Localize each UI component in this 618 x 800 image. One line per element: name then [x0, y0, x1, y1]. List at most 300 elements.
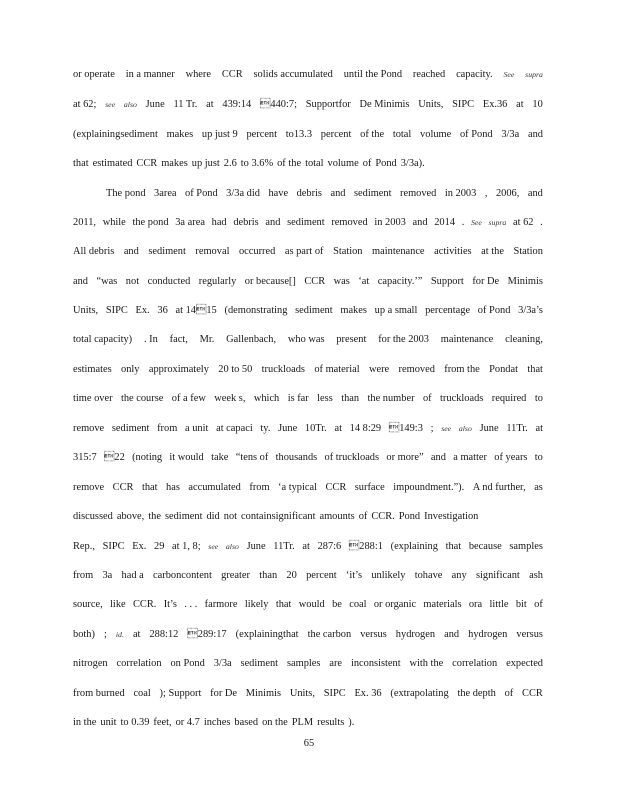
word: capacity.: [456, 69, 493, 80]
word: ty.: [260, 423, 271, 434]
word: sediment: [240, 658, 279, 669]
word: total: [305, 158, 324, 169]
word: sediment: [148, 246, 186, 257]
word: percent: [306, 570, 337, 581]
text-line: [73, 305, 543, 317]
italic-word: see: [441, 424, 452, 433]
word: ).: [348, 717, 355, 728]
word: or because[]: [244, 276, 296, 287]
word: nitrogen: [73, 658, 108, 669]
word: fact,: [169, 334, 188, 345]
word: at 1415: [175, 305, 217, 316]
word: of: [504, 688, 514, 699]
word: had: [211, 217, 227, 228]
word: and: [527, 188, 543, 199]
word: discussed: [73, 511, 113, 522]
text-line: [73, 570, 543, 582]
word: to: [534, 393, 543, 404]
word: capacity.’”: [377, 276, 423, 287]
word: 289:17: [187, 629, 227, 640]
word: Units,: [418, 99, 444, 110]
word: and: [412, 217, 428, 228]
word: that: [527, 364, 543, 375]
word: because: [468, 541, 502, 552]
word: (explainingsediment: [73, 129, 158, 140]
word: hydrogen: [468, 629, 508, 640]
word: versus: [360, 629, 387, 640]
word: SIPC: [102, 541, 125, 552]
word: and: [430, 452, 446, 463]
word: occurred: [238, 246, 276, 257]
word: . In: [143, 334, 158, 345]
word: as part of: [284, 246, 324, 257]
word: 11Tr.: [506, 423, 528, 434]
word: results: [317, 717, 345, 728]
word: amounts: [319, 511, 355, 522]
word: from: [249, 482, 270, 493]
word: 439:14: [222, 99, 252, 110]
word: June: [278, 423, 298, 434]
word: A nd further,: [472, 482, 526, 493]
word: sediment: [287, 217, 325, 228]
word: a unit: [185, 423, 209, 434]
word: present: [336, 334, 367, 345]
word: SIPC: [105, 305, 128, 316]
word: of Pond: [459, 129, 493, 140]
word: at 1, 8;: [172, 541, 201, 552]
word: for De: [472, 276, 500, 287]
word: 10: [532, 99, 543, 110]
word: accumulated: [188, 482, 241, 493]
word: take: [211, 452, 229, 463]
text-line: [73, 129, 543, 141]
word: in 2003: [374, 217, 406, 228]
word: inches: [203, 717, 231, 728]
word: 10Tr.: [304, 423, 327, 434]
word: in 2003: [444, 188, 477, 199]
word: 2014: [434, 217, 456, 228]
word: percentage: [425, 305, 471, 316]
word: 2.6: [223, 158, 237, 169]
word: only: [121, 364, 140, 375]
word: estimated: [92, 158, 133, 169]
italic-word: See: [503, 70, 515, 79]
word: estimates: [73, 364, 112, 375]
text-line: [73, 276, 543, 288]
word: greater: [221, 570, 250, 581]
word: truckloads: [440, 393, 484, 404]
text-line: [73, 688, 543, 700]
word: ,: [484, 188, 488, 199]
word: activities: [434, 246, 472, 257]
word: on Pond: [170, 658, 205, 669]
italic-word: supra: [488, 218, 507, 227]
text-line: [73, 717, 543, 729]
word: CCR: [136, 158, 158, 169]
word: farmore: [204, 599, 238, 610]
word: coal: [133, 688, 151, 699]
word: containsignificant: [241, 511, 316, 522]
word: CCR: [221, 69, 243, 80]
word: ash: [529, 570, 543, 581]
word: bit: [515, 599, 527, 610]
word: to 3.6%: [240, 158, 274, 169]
word: approximately: [148, 364, 209, 375]
word: was: [333, 276, 350, 287]
word: any: [451, 570, 467, 581]
text-line: [73, 599, 543, 611]
word: (extrapolating: [390, 688, 449, 699]
word: of the: [277, 158, 302, 169]
word: of Pond: [477, 305, 511, 316]
word: for De: [210, 688, 238, 699]
word: are: [329, 658, 343, 669]
word: unit: [100, 717, 117, 728]
word: up just: [191, 158, 220, 169]
word: samples: [509, 541, 543, 552]
word: to: [534, 452, 543, 463]
word: truckloads: [261, 364, 305, 375]
word: coal: [349, 599, 367, 610]
word: maintenance: [440, 334, 494, 345]
word: ); Support: [159, 688, 202, 699]
word: (noting: [132, 452, 163, 463]
word: ‘it’s: [345, 570, 363, 581]
word: removed: [400, 188, 437, 199]
text-line: [73, 99, 543, 111]
word: and: [330, 188, 346, 199]
word: CCR: [325, 482, 347, 493]
word: SIPC: [323, 688, 346, 699]
word: total capacity): [73, 334, 133, 345]
word: less: [317, 393, 333, 404]
text-line: [73, 246, 543, 258]
word: correlation: [452, 658, 498, 669]
word: 22: [103, 452, 125, 463]
italic-word: id.: [115, 630, 124, 639]
word: ‘at: [358, 276, 370, 287]
word: and: [73, 276, 89, 287]
word: total: [392, 129, 412, 140]
word: 11 Tr.: [173, 99, 198, 110]
word: up a small: [374, 305, 418, 316]
word: 36: [157, 305, 168, 316]
word: 20 to 50: [218, 364, 253, 375]
word: hydrogen: [395, 629, 436, 640]
word: were: [368, 364, 390, 375]
word: feet,: [153, 717, 172, 728]
italic-word: supra: [525, 70, 543, 79]
word: Gallenbach,: [226, 334, 277, 345]
word: 20: [286, 570, 297, 581]
word: as: [534, 482, 543, 493]
word: above,: [116, 511, 145, 522]
text-line: [73, 423, 543, 435]
word: a matter: [453, 452, 487, 463]
word: has: [166, 482, 180, 493]
word: cleaning,: [505, 334, 543, 345]
word: from burned: [73, 688, 125, 699]
word: correlation: [116, 658, 162, 669]
italic-word: See: [471, 218, 482, 227]
word: Pondat: [489, 364, 518, 375]
word: Station: [513, 246, 543, 257]
word: removed: [398, 364, 435, 375]
word: Supportfor: [305, 99, 351, 110]
word: (explaining: [390, 541, 438, 552]
word: unlikely: [371, 570, 406, 581]
word: at: [132, 629, 141, 640]
text-line: [73, 629, 543, 641]
word: CCR.: [371, 511, 395, 522]
word: surface: [354, 482, 385, 493]
word: inconsistent: [350, 658, 401, 669]
word: at 62;: [73, 99, 97, 110]
word: debris: [233, 217, 259, 228]
word: sediment: [353, 188, 392, 199]
word: and: [265, 217, 281, 228]
word: like: [110, 599, 126, 610]
word: the course: [120, 393, 164, 404]
word: .: [461, 217, 465, 228]
word: “was: [96, 276, 118, 287]
word: debris: [296, 188, 322, 199]
word: that: [73, 158, 89, 169]
word: volume: [420, 129, 452, 140]
word: the number: [367, 393, 415, 404]
word: sediment: [111, 423, 150, 434]
word: not: [223, 511, 238, 522]
word: (explainingthat: [235, 629, 299, 640]
word: time over: [73, 393, 113, 404]
word: source,: [73, 599, 103, 610]
word: CCR: [112, 482, 134, 493]
word: makes: [166, 129, 194, 140]
word: than: [341, 393, 360, 404]
word: or more”: [386, 452, 424, 463]
text-line: [73, 217, 543, 229]
word: to 0.39: [120, 717, 150, 728]
word: have: [268, 188, 289, 199]
word: sediment: [295, 305, 333, 316]
word: 2011,: [73, 217, 96, 228]
word: impoundment.”).: [393, 482, 465, 493]
page-number: 65: [303, 738, 315, 749]
word: makes: [340, 305, 367, 316]
text-line: [73, 158, 543, 170]
text-line: [73, 482, 543, 494]
word: carboncontent: [153, 570, 212, 581]
word: Support: [430, 276, 464, 287]
word: and: [123, 246, 139, 257]
word: at: [535, 423, 543, 434]
word: for the 2003: [378, 334, 429, 345]
word: little: [489, 599, 509, 610]
word: 3area: [154, 188, 177, 199]
word: Minimis: [245, 688, 282, 699]
word: or operate: [73, 69, 115, 80]
word: 440:7;: [260, 99, 297, 110]
word: or organic: [373, 599, 417, 610]
word: the: [148, 511, 161, 522]
word: had a: [121, 570, 144, 581]
word: All debris: [73, 246, 115, 257]
word: 14 8:29: [349, 423, 382, 434]
word: Rep.,: [73, 541, 95, 552]
word: 3/3a).: [400, 158, 425, 169]
text-line: [73, 334, 543, 346]
word: 11Tr.: [273, 541, 295, 552]
word: removal: [195, 246, 230, 257]
text-line: [73, 69, 543, 81]
word: ‘a typical: [278, 482, 317, 493]
word: Pond: [398, 511, 421, 522]
word: did: [206, 511, 220, 522]
word: based: [234, 717, 259, 728]
word: June: [145, 99, 165, 110]
word: 3a area: [175, 217, 205, 228]
word: and: [527, 129, 543, 140]
word: at: [334, 423, 342, 434]
word: or 4.7: [175, 717, 200, 728]
word: at: [516, 99, 524, 110]
text-line: [73, 452, 543, 464]
word: The pond: [106, 188, 146, 199]
word: significant: [475, 570, 520, 581]
word: which: [253, 393, 280, 404]
word: thousands: [275, 452, 318, 463]
word: of Pond: [185, 188, 218, 199]
word: at the: [481, 246, 504, 257]
word: the pond: [132, 217, 169, 228]
word: percent: [320, 129, 352, 140]
word: of: [422, 393, 432, 404]
word: the carbon: [307, 629, 352, 640]
word: of: [362, 158, 372, 169]
word: versus: [516, 629, 543, 640]
word: and: [444, 629, 460, 640]
text-line: [73, 364, 543, 376]
word: 2006,: [495, 188, 520, 199]
word: Mr.: [199, 334, 215, 345]
word: than: [259, 570, 278, 581]
word: Station: [333, 246, 363, 257]
word: likely: [244, 599, 269, 610]
word: 288:1: [348, 541, 383, 552]
word: Ex.: [135, 305, 150, 316]
word: percent: [246, 129, 278, 140]
italic-word: see: [208, 542, 219, 551]
word: remove: [73, 423, 105, 434]
word: of the: [360, 129, 385, 140]
word: CCR: [522, 688, 543, 699]
word: while: [102, 217, 126, 228]
word: Pond: [375, 158, 397, 169]
word: at: [302, 541, 310, 552]
word: 3a: [102, 570, 113, 581]
word: 315:7: [73, 452, 97, 463]
word: tohave: [414, 570, 443, 581]
word: to13.3: [285, 129, 313, 140]
word: at capaci: [216, 423, 253, 434]
word: Ex.: [132, 541, 147, 552]
word: solids accumulated: [253, 69, 333, 80]
word: 29: [154, 541, 165, 552]
word: makes: [161, 158, 188, 169]
word: of material: [314, 364, 360, 375]
word: of: [358, 511, 368, 522]
italic-word: also: [123, 100, 137, 109]
word: 287:6: [317, 541, 342, 552]
text-line: [73, 658, 543, 670]
word: Ex. 36: [354, 688, 382, 699]
word: week s,: [214, 393, 246, 404]
word: samples: [286, 658, 321, 669]
word: PLM: [291, 717, 314, 728]
word: ora: [468, 599, 483, 610]
word: CCR: [304, 276, 326, 287]
word: at: [206, 99, 214, 110]
word: volume: [327, 158, 359, 169]
text-line: [73, 393, 543, 405]
word: from: [73, 570, 94, 581]
word: in a manner: [125, 69, 175, 80]
word: maintenance: [372, 246, 425, 257]
word: it would: [169, 452, 204, 463]
word: remove: [73, 482, 105, 493]
word: reached: [412, 69, 446, 80]
word: of: [534, 599, 543, 610]
word: not: [125, 276, 140, 287]
word: sediment: [164, 511, 203, 522]
word: regularly: [198, 276, 237, 287]
word: Minimis: [507, 276, 543, 287]
word: until the Pond: [343, 69, 403, 80]
word: CCR.: [132, 599, 157, 610]
word: Investigation: [424, 511, 479, 522]
word: the depth: [457, 688, 496, 699]
word: of truckloads: [324, 452, 380, 463]
word: “tens of: [235, 452, 269, 463]
word: with the: [409, 658, 444, 669]
word: of years: [494, 452, 528, 463]
word: Ex.36: [482, 99, 508, 110]
word: It’s: [163, 599, 177, 610]
word: at 62: [512, 217, 534, 228]
word: . . .: [184, 599, 198, 610]
word: up just 9: [201, 129, 238, 140]
word: required: [491, 393, 527, 404]
word: on the: [262, 717, 288, 728]
word: June: [246, 541, 266, 552]
word: removed: [331, 217, 368, 228]
word: is far: [287, 393, 309, 404]
word: Units,: [73, 305, 99, 316]
word: where: [185, 69, 211, 80]
word: 3/3a did: [226, 188, 260, 199]
word: Units,: [289, 688, 315, 699]
text-line: [106, 188, 543, 200]
word: 288:12: [149, 629, 179, 640]
word: 3/3a’s: [518, 305, 543, 316]
word: would: [298, 599, 325, 610]
word: 149:3: [388, 423, 423, 434]
word: from: [157, 423, 178, 434]
italic-word: also: [225, 542, 239, 551]
word: be: [332, 599, 342, 610]
word: who was: [287, 334, 325, 345]
word: ;: [430, 423, 434, 434]
